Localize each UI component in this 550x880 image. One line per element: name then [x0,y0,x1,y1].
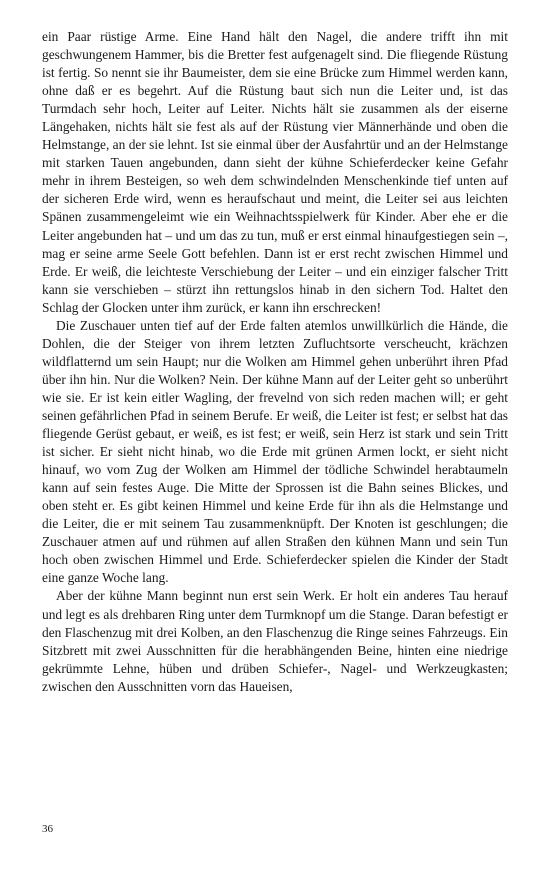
paragraph-2: Die Zuschauer unten tief auf der Erde falten atemlos unwillkürlich die Hände, die Dohlen, die der Steiger von ihrem letzten Zufluchtsorte verscheucht, krächzen wildflatternd um sein Haupt; nur die Wolken am Himmel gehen unberührt ihren Pfad über ihn hin. Nur die Wolken? Nein. Der kühne Mann auf der Leiter geht so unberührt wie sie. Er ist kein eitler Wagling, der frevelnd von sich reden machen will; er geht seinen gefährlichen Pfad in seinem Berufe. Er weiß, die Leiter ist fest; er selbst hat das fliegende Gerüst gebaut, er weiß, es ist fest; er weiß, sein Herz ist stark und sein Tritt ist sicher. Er sieht nicht hinab, wo die Erde mit grünen Armen lockt, er sieht nicht hinauf, wo vom Zug der Wolken am Himmel der tödliche Schwindel herabtaumeln kann auf sein festes Auge. Die Mitte der Sprossen ist die Bahn seines Blickes, und oben steht er. Es gibt keinen Himmel und keine Erde für ihn als die Helmstange und die Leiter, die er mit seinem Tau zusammenknüpft. Der Knoten ist geschlungen; die Zuschauer atmen auf und rühmen auf allen Straßen den kühnen Mann und sein Tun hoch oben zwischen Himmel und Erde. Schieferdecker spielen die Kinder der Stadt eine ganze Woche lang. [42,317,508,586]
body-text [42,28,508,696]
paragraph-3: Aber der kühne Mann beginnt nun erst sein Werk. Er holt ein anderes Tau herauf und legt es als drehbaren Ring unter dem Turmknopf um die Stange. Daran befestigt er den Flaschenzug mit drei Kolben, an den Flaschenzug die Ringe seines Fahrzeugs. Ein Sitzbrett mit zwei Ausschnitten für die herabhängenden Beine, hinten eine niedrige gekrümmte Lehne, hüben und drüben Schiefer-, Nagel- und Werkzeugkasten; zwischen den Ausschnitten vorn das Haueisen, [42,588,508,694]
page-number: 36 [42,823,53,835]
paragraph-1: ein Paar rüstige Arme. Eine Hand hält den Nagel, die andere trifft ihn mit geschwungenem Hammer, bis die Bretter fest aufgenagelt sind. Die fliegende Rüstung ist fertig. So nennt sie ihr Baumeister, dem sie eine Brücke zum Himmel werden kann, ohne daß er es begehrt. Auf die Rüstung baut sich nun die Leiter und, ist das Turmdach sehr hoch, Leiter auf Leiter. Nichts hält sie zusammen als der eiserne Längehaken, nichts hält sie fest als auf der Rüstung vier Männerhände und oben die Helmstange, an der sie lehnt. Ist sie einmal über der Ausfahrtür und an der Helmstange mit starken Tauen angebunden, dann sieht der kühne Schieferdecker keine Gefahr mehr in ihrem Besteigen, so weh dem schwindelnden Menschenkinde tief unten auf der sicheren Erde wird, wenn es heraufschaut und meint, die Leiter sei aus leichten Spänen zusammengeleimt wie ein Weihnachtsspielwerk für Kinder. Aber ehe er die Leiter angebunden hat – und um das zu tun, muß er erst einmal hinaufgestiegen sein –, mag er seine arme Seele Gott befehlen. Dann ist er erst recht zwischen Himmel und Erde. Er weiß, die leichteste Verschiebung der Leiter – und ein einziger falscher Tritt kann sie verschieben – stürzt ihn rettungslos hinab in den sichern Tod. Haltet den Schlag der Glocken unter ihm zurück, er kann ihn erschrecken! [42,29,508,315]
